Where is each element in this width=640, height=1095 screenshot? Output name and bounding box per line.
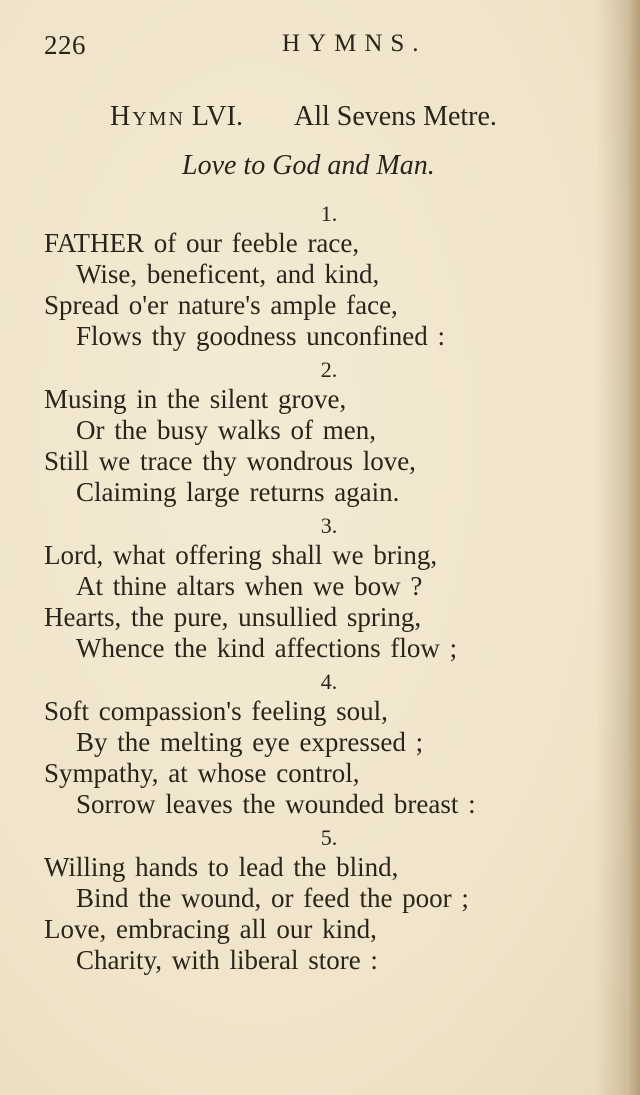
stanza-list	[44, 200, 604, 980]
verse-line: Love, embracing all our kind,	[44, 914, 377, 944]
page-header	[44, 30, 604, 70]
hymn-number: LVI.	[191, 101, 243, 132]
verse-line: Flows thy goodness unconfined :	[76, 321, 445, 351]
stanza-number: 1.	[320, 201, 338, 226]
verse-line: Soft compassion's feeling soul,	[44, 696, 388, 726]
verse-line: Spread o'er nature's ample face,	[44, 290, 398, 320]
verse-line: At thine altars when we bow ?	[76, 571, 423, 601]
verse-line: Hearts, the pure, unsullied spring,	[44, 602, 422, 632]
hymn-title	[110, 101, 497, 133]
verse-line: Claiming large returns again.	[76, 477, 400, 507]
stanza-number: 4.	[320, 669, 338, 694]
verse-line: Sympathy, at whose control,	[44, 758, 360, 788]
verse-line: Whence the kind affections flow ;	[76, 633, 458, 663]
page-number: 226	[44, 30, 86, 60]
verse-line: Still we trace thy wondrous love,	[44, 446, 416, 476]
verse-line: Musing in the silent grove,	[44, 384, 347, 414]
verse-line: Sorrow leaves the wounded breast :	[76, 789, 476, 819]
stanza-2	[44, 356, 604, 508]
verse-line: Bind the wound, or feed the poor ;	[76, 883, 469, 913]
page-edge	[626, 0, 640, 1095]
verse-line: Lord, what offering shall we bring,	[44, 540, 438, 570]
stanza-4	[44, 668, 604, 820]
hymn-label: Hymn	[110, 101, 185, 132]
running-head: HYMNS.	[282, 30, 427, 57]
verse-line: FATHER of our feeble race,	[44, 228, 360, 258]
verse-line: Or the busy walks of men,	[76, 415, 376, 445]
hymn-metre: All Sevens Metre.	[293, 101, 497, 132]
stanza-number: 5.	[320, 825, 338, 850]
verse-line: Willing hands to lead the blind,	[44, 852, 399, 882]
stanza-3	[44, 512, 604, 664]
verse-line: Wise, beneficent, and kind,	[76, 259, 380, 289]
stanza-5	[44, 824, 604, 976]
stanza-number: 2.	[320, 357, 338, 382]
stanza-1	[44, 200, 604, 352]
hymn-subtitle: Love to God and Man.	[182, 150, 435, 181]
stanza-number: 3.	[320, 513, 338, 538]
verse-line: Charity, with liberal store :	[76, 945, 378, 975]
verse-line: By the melting eye expressed ;	[76, 727, 424, 757]
